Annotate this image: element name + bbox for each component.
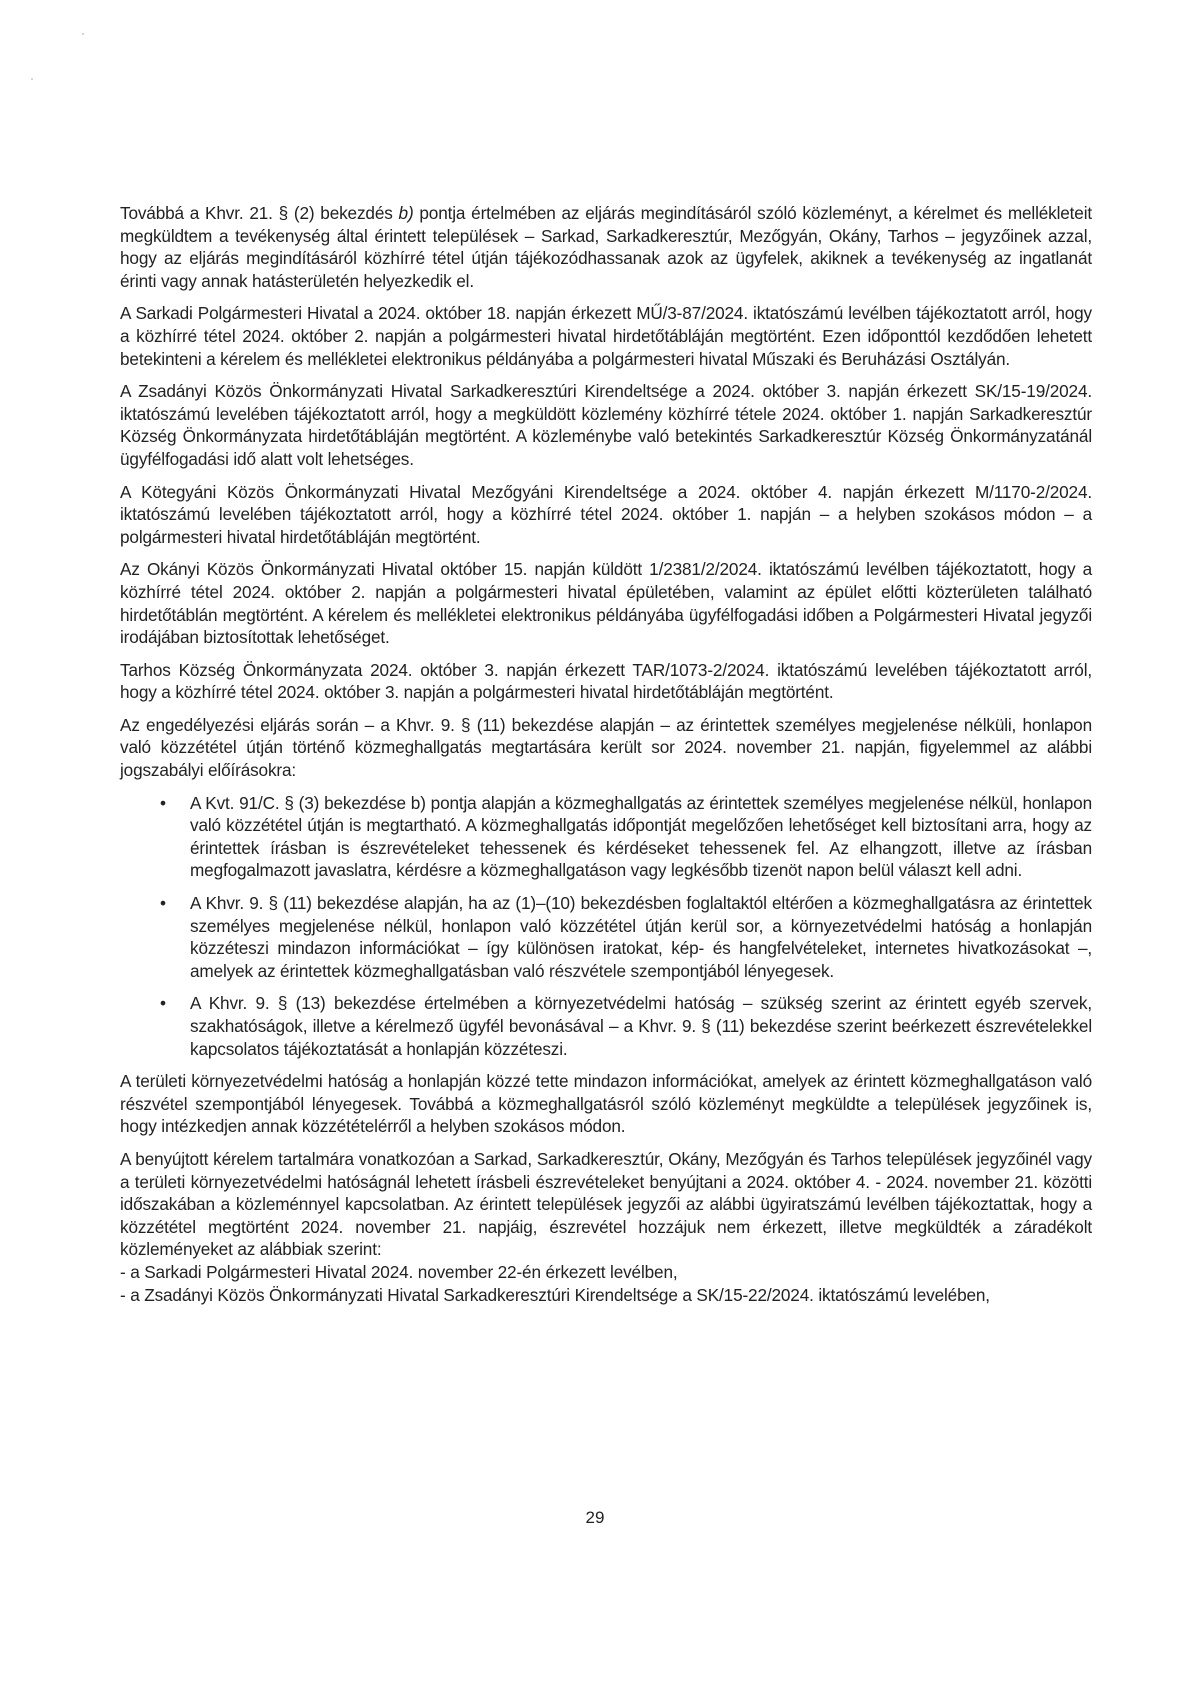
page-number: 29 [585,1508,605,1527]
paragraph-tarhos-notice: Tarhos Község Önkormányzata 2024. október 3. napján érkezett TAR/1073-2/2024. iktatószámú levelében tájékoztatott arról, hogy a közhírré tétel 2024. október 3. napján a polgármesteri hivatal hirdetőtábláján megtörtént. [120,659,1092,703]
paragraph-authority-publication: A területi környezetvédelmi hatóság a honlapján közzé tette mindazon információkat, amelyek az érintett közmeghallgatáson való részvétel szempontjából lényegesek. Továbbá a közmeghallgatásról szóló közleményt megküldte a települések jegyzőinek is, hogy intézkedjen annak közzétételérről a helyben szokásos módon. [120,1071,1092,1137]
list-item: • A Khvr. 9. § (13) bekezdése értelmében a környezetvédelmi hatóság – szükség szerint az érintett egyéb szervek, szakhatóságok, illetve a kérelmező ügyfél bevonásával – a Khvr. 9. § (11) bekezdése szerint beérkezett észrevételekkel kapcsolatos tájékoztatását a honlapján közzéteszi. [160,993,1092,1059]
paragraph-public-hearing: Az engedélyezési eljárás során – a Khvr. 9. § (11) bekezdése alapján – az érintettek személyes megjelenése nélküli, honlapon való közzététel útján történő közmeghallgatás megtartására került sor 2024. november 21. napján, figyelemmel az alábbi jogszabályi előírásokra: [120,714,1092,781]
paragraph-okany-notice: Az Okányi Közös Önkormányzati Hivatal október 15. napján küldött 1/2381/2/2024. iktatószámú levélben tájékoztatott, hogy a közhírré tétel 2024. október 2. napján a polgármesteri hivatal épületében, valamint az épület előtti közterületen található hirdetőtáblán megtörtént. A kérelem és mellékletei elektronikus példányába ügyfélfogadási időben a Polgármesteri Hivatal jegyzői irodájában biztosítottak lehetőséget. [120,559,1092,648]
bullet-icon: • [160,993,166,1014]
scan-speck [31,78,33,80]
paragraph-sarkadkeresztur-notice: A Zsadányi Közös Önkormányzati Hivatal Sarkadkeresztúri Kirendeltsége a 2024. október 3. napján érkezett SK/15-19/2024. iktatószámú levelében tájékoztatott arról, hogy a megküldött közlemény közhírré tétele 2024. október 1. napján Sarkadkeresztúr Község Önkormányzata hirdetőtábláján megtörtént. A közleménybe való betekintés Sarkadkeresztúr Község Önkormányzatánál ügyfélfogadási idő alatt volt lehetséges. [120,381,1092,469]
list-item: • A Khvr. 9. § (11) bekezdése alapján, ha az (1)–(10) bekezdésben foglaltaktól eltérően a közmeghallgatásra az érintettek személyes megjelenése nélkül, honlapon való közzététel útján kerül sor, a környezetvédelmi hatóság a honlapján közzéteszi mindazon információkat – így különösen iratokat, kép- és hangfelvételeket, internetes hivatkozásokat –, amelyek az érintettek közmeghallgatásban való részvétele szempontjából lényegesek. [160,893,1092,981]
paragraph-khvr-21: Továbbá a Khvr. 21. § (2) bekezdés b) pontja értelmében az eljárás megindításáról szóló közleményt, a kérelmet és mellékleteit megküldtem a tevékenység által érintett települések – Sarkad, Sarkadkeresztúr, Mezőgyán, Okány, Tarhos – jegyzőinek azzal, hogy az eljárás megindításáról közhírré tétel útján tájékozódhassanak azok az ügyfelek, akiknek a tevékenység az ingatlanát érinti vagy annak hatásterületén helyezkedik el. [120,203,1092,291]
document-page [120,202,1092,1306]
dash-item-zsadany: - a Zsadányi Közös Önkormányzati Hivatal Sarkadkeresztúri Kirendeltsége a SK/15-22/2024. iktatószámú levelében, [120,1284,990,1305]
legal-provisions-list [120,792,1092,1061]
list-item: • A Kvt. 91/C. § (3) bekezdése b) pontja alapján a közmeghallgatás az érintettek személyes megjelenése nélkül, honlapon való közzététel útján is megtartható. A közmeghallgatás időpontját megelőzően lehetőséget kell biztosítani arra, hogy az érintettek írásban is észrevételeket tehessenek és kérdéseket tehessenek fel. Az elhangzott, illetve az írásban megfogalmazott javaslatra, kérdésre a közmeghallgatáson vagy legkésőbb tizenöt napon belül választ kell adni. [160,792,1092,881]
bullet-icon: • [160,792,166,813]
paragraph-mezogyan-notice: A Kötegyáni Közös Önkormányzati Hivatal Mezőgyáni Kirendeltsége a 2024. október 4. napján érkezett M/1170-2/2024. iktatószámú levelében tájékoztatott arról, hogy a közhírré tétel 2024. október 1. napján – a helyben szokásos módon – a polgármesteri hivatal hirdetőtábláján megtörtént. [120,481,1092,547]
dash-item-sarkad: - a Sarkadi Polgármesteri Hivatal 2024. november 22-én érkezett levélben, [120,1261,678,1282]
paragraph-written-comments: A benyújtott kérelem tartalmára vonatkozóan a Sarkad, Sarkadkeresztúr, Okány, Mezőgyán és Tarhos települések jegyzőinél vagy a területi környezetvédelmi hatóságnál lehetett írásbeli észrevételeket benyújtani a 2024. október 4. - 2024. november 21. közötti időszakában a közleménnyel kapcsolatban. Az érintett települések jegyzői az alábbi ügyiratszámú levélben tájékoztattak, hogy a közzététel megtörtént 2024. november 21. napjáig, észrevétel hozzájuk nem érkezett, illetve megküldték a záradékolt közleményeket az alábbiak szerint: [120,1148,1092,1260]
italic-point-b: b) [398,203,414,223]
paragraph-sarkad-notice: A Sarkadi Polgármesteri Hivatal a 2024. október 18. napján érkezett MŰ/3-87/2024. iktatószámú levélben tájékoztatott arról, hogy a közhírré tétel 2024. október 2. napján a polgármesteri hivatal hirdetőtábláján megtörtént. Ezen időponttól kezdődően lehetett betekinteni a kérelem és mellékletei elektronikus példányába a polgármesteri hivatal Műszaki és Beruházási Osztályán. [120,303,1092,369]
bullet-icon: • [160,893,166,914]
scan-speck [82,33,84,35]
